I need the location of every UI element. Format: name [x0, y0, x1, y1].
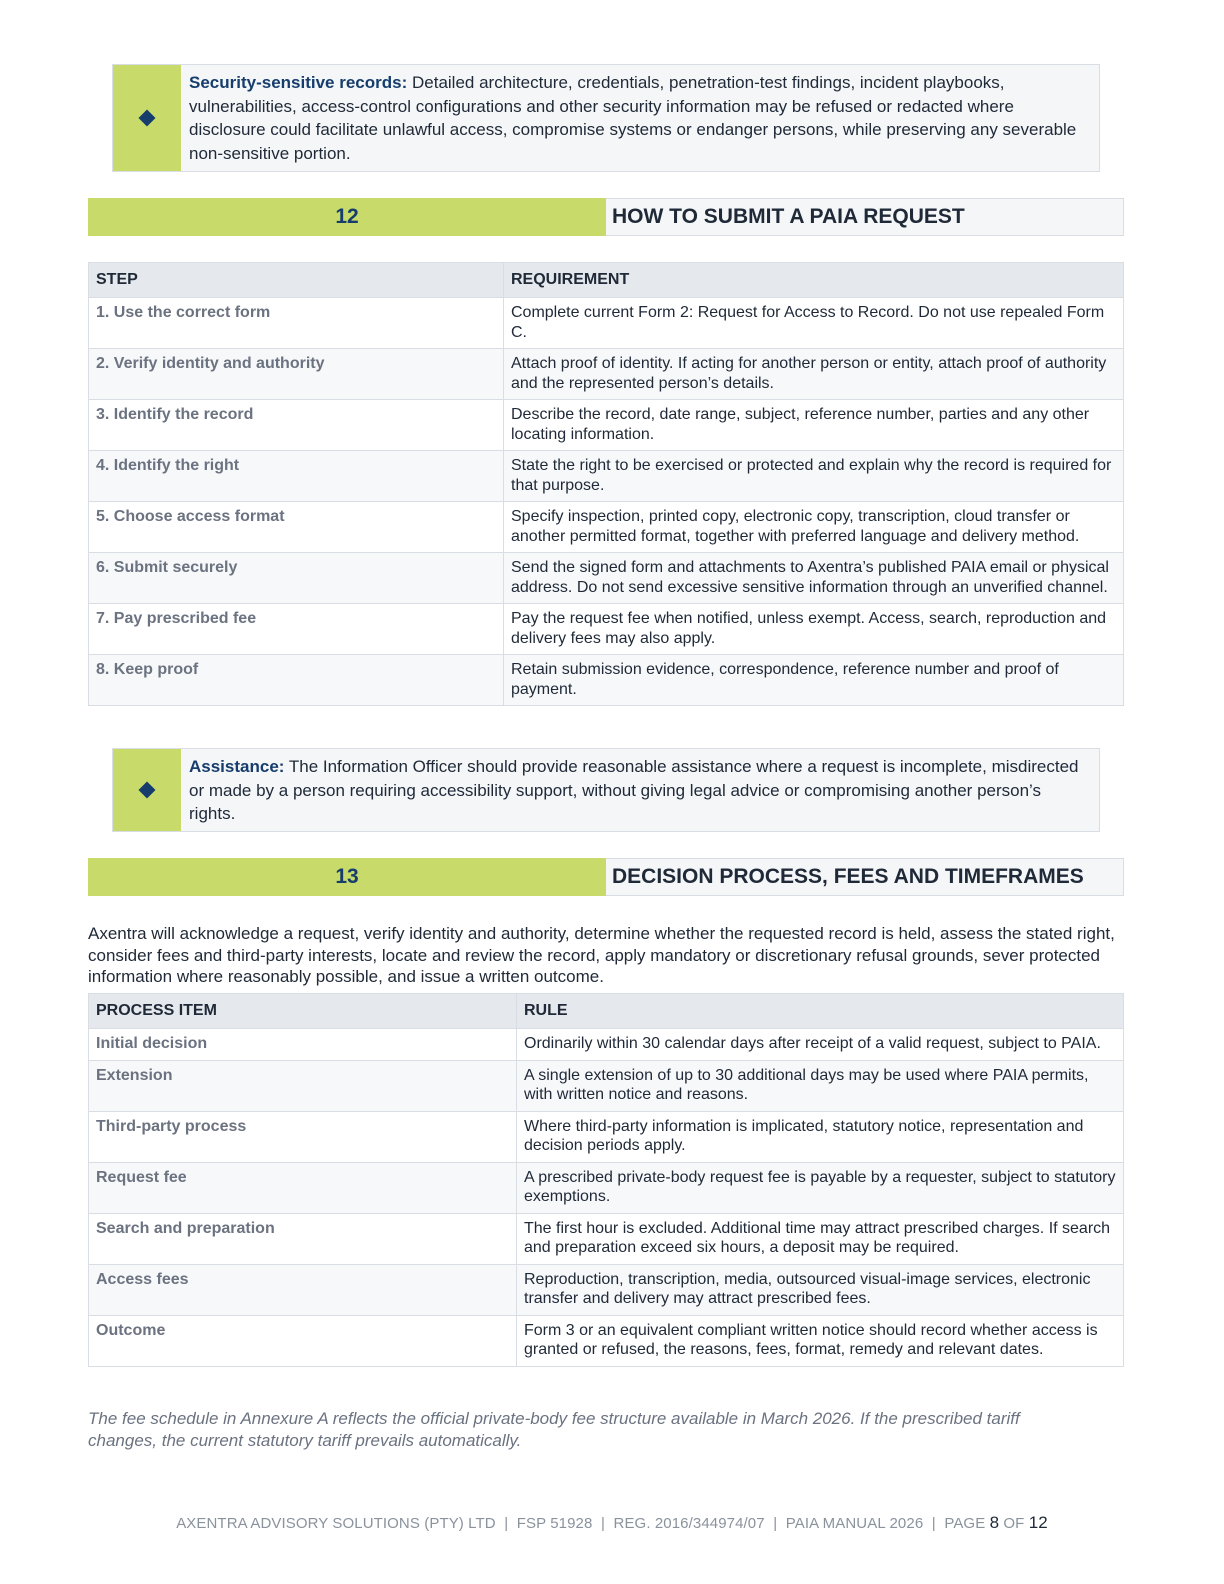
table-row	[89, 1111, 1124, 1162]
callout-body: The Information Officer should provide reasonable assistance where a request is incomplete, misdirected or made by a person requiring accessibility support, without giving legal advice or compromising another person’s rights.	[189, 757, 1079, 823]
row-value: A single extension of up to 30 additional days may be used where PAIA permits, with written notice and reasons.	[517, 1060, 1124, 1111]
row-value: Reproduction, transcription, media, outsourced visual-image services, electronic transfer and delivery may attract prescribed fees.	[517, 1264, 1124, 1315]
row-value: Attach proof of identity. If acting for another person or entity, attach proof of authority and the represented person’s details.	[504, 349, 1124, 400]
row-value: The first hour is excluded. Additional time may attract prescribed charges. If search and preparation exceed six hours, a deposit may be required.	[517, 1213, 1124, 1264]
table-row	[89, 502, 1124, 553]
row-label: 1. Use the correct form	[89, 298, 504, 349]
row-label: Initial decision	[89, 1029, 517, 1061]
row-label: 4. Identify the right	[89, 451, 504, 502]
column-header: PROCESS ITEM	[89, 994, 517, 1029]
row-label: Access fees	[89, 1264, 517, 1315]
security-callout	[112, 64, 1100, 172]
callout-body: Detailed architecture, credentials, penetration-test findings, incident playbooks, vulnerabilities, access-control configurations and other security information may be refused or redacted where disclosure could facilitate unlawful access, compromise systems or endanger persons, while preserving any severable non-sensitive portion.	[189, 73, 1077, 163]
section-number: 13	[88, 858, 606, 896]
callout-title: Assistance:	[189, 757, 285, 776]
row-value: Describe the record, date range, subject, reference number, parties and any other locating information.	[504, 400, 1124, 451]
table-row	[89, 655, 1124, 706]
decision-intro: Axentra will acknowledge a request, verify identity and authority, determine whether the requested record is held, assess the stated right, consider fees and third-party interests, locate and review the record, apply mandatory or discretionary refusal grounds, sever protected information where reasonably possible, and issue a written outcome.	[88, 924, 1115, 986]
callout-title: Security-sensitive records:	[189, 73, 408, 92]
steps-table	[88, 262, 1124, 706]
row-label: Extension	[89, 1060, 517, 1111]
row-value: Where third-party information is implicated, statutory notice, representation and decision periods apply.	[517, 1111, 1124, 1162]
section-12-header	[88, 198, 1124, 236]
table-row	[89, 451, 1124, 502]
row-label: 6. Submit securely	[89, 553, 504, 604]
diamond-icon	[139, 110, 156, 127]
process-table	[88, 993, 1124, 1367]
table-row	[89, 1029, 1124, 1061]
row-value: Send the signed form and attachments to Axentra’s published PAIA email or physical address. Do not send excessive sensitive information through an unverified channel.	[504, 553, 1124, 604]
footer-of: OF	[999, 1515, 1029, 1532]
table-row	[89, 1264, 1124, 1315]
row-value: Specify inspection, printed copy, electronic copy, transcription, cloud transfer or another permitted format, together with preferred language and delivery method.	[504, 502, 1124, 553]
section-number: 12	[88, 198, 606, 236]
table-row	[89, 1315, 1124, 1366]
column-header: STEP	[89, 263, 504, 298]
section-title: DECISION PROCESS, FEES AND TIMEFRAMES	[606, 858, 1124, 896]
section-title: HOW TO SUBMIT A PAIA REQUEST	[606, 198, 1124, 236]
callout-bar	[113, 749, 181, 831]
table-row	[89, 604, 1124, 655]
table-row	[89, 349, 1124, 400]
page-footer	[0, 1513, 1224, 1533]
table-row	[89, 553, 1124, 604]
row-value: A prescribed private-body request fee is payable by a requester, subject to statutory exemptions.	[517, 1162, 1124, 1213]
row-label: 3. Identify the record	[89, 400, 504, 451]
column-header: REQUIREMENT	[504, 263, 1124, 298]
row-value: Ordinarily within 30 calendar days after receipt of a valid request, subject to PAIA.	[517, 1029, 1124, 1061]
section-13-header	[88, 858, 1124, 896]
row-value: Form 3 or an equivalent compliant written notice should record whether access is granted or refused, the reasons, fees, format, remedy and relevant dates.	[517, 1315, 1124, 1366]
row-label: Outcome	[89, 1315, 517, 1366]
row-label: 5. Choose access format	[89, 502, 504, 553]
table-row	[89, 1162, 1124, 1213]
row-label: Request fee	[89, 1162, 517, 1213]
table-header-row	[89, 263, 1124, 298]
page-total: 12	[1028, 1513, 1048, 1532]
table-row	[89, 400, 1124, 451]
row-value: Complete current Form 2: Request for Access to Record. Do not use repealed Form C.	[504, 298, 1124, 349]
table-header-row	[89, 994, 1124, 1029]
footer-text: AXENTRA ADVISORY SOLUTIONS (PTY) LTD | FSP 51928 | REG. 2016/344974/07 | PAIA MANUAL 2026 | PAGE	[176, 1515, 990, 1532]
callout-bar	[113, 65, 181, 171]
callout-text	[181, 65, 1099, 171]
assistance-callout	[112, 748, 1100, 832]
table-row	[89, 1060, 1124, 1111]
callout-text	[181, 749, 1099, 831]
row-label: 7. Pay prescribed fee	[89, 604, 504, 655]
fee-schedule-note: The fee schedule in Annexure A reflects the official private-body fee structure available in March 2026. If the prescribed tariff changes, the current statutory tariff prevails automatically.	[88, 1409, 1020, 1450]
table-row	[89, 298, 1124, 349]
row-value: Pay the request fee when notified, unless exempt. Access, search, reproduction and delivery fees may also apply.	[504, 604, 1124, 655]
diamond-icon	[139, 782, 156, 799]
table-row	[89, 1213, 1124, 1264]
row-label: 2. Verify identity and authority	[89, 349, 504, 400]
row-label: Third-party process	[89, 1111, 517, 1162]
row-value: Retain submission evidence, correspondence, reference number and proof of payment.	[504, 655, 1124, 706]
column-header: RULE	[517, 994, 1124, 1029]
page-number: 8	[989, 1513, 1000, 1532]
row-value: State the right to be exercised or protected and explain why the record is required for that purpose.	[504, 451, 1124, 502]
row-label: Search and preparation	[89, 1213, 517, 1264]
row-label: 8. Keep proof	[89, 655, 504, 706]
